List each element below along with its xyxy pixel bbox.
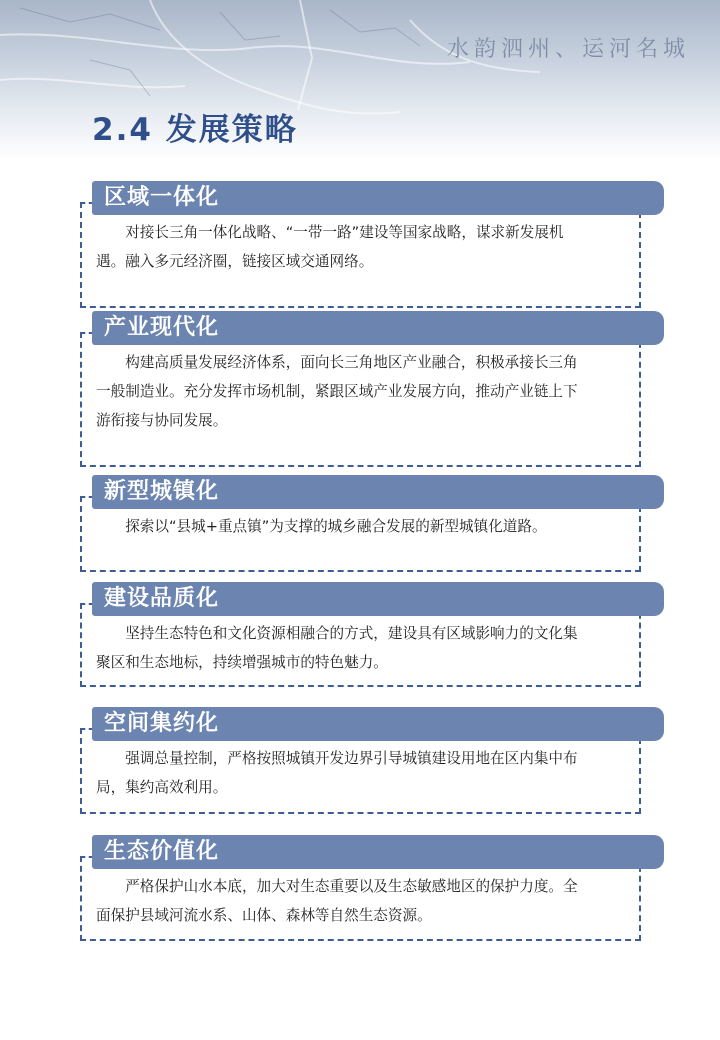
section-text: 对接长三角一体化战略、“一带一路”建设等国家战略，谋求新发展机 遇。融入多元经济圈，链接区域交通网络。 — [96, 224, 564, 270]
section-text: 探索以“县城+重点镇”为支撑的城乡融合发展的新型城镇化道路。 — [125, 518, 547, 535]
section-text: 坚持生态特色和文化资源相融合的方式，建设具有区域影响力的文化集 聚区和生态地标，持续增强城市的特色魅力。 — [96, 625, 578, 671]
section-title: 空间集约化 — [104, 711, 220, 736]
section-box — [80, 202, 641, 308]
section-header — [92, 835, 664, 869]
section-title: 产业现代化 — [104, 315, 220, 340]
section-text: 严格保护山水本底，加大对生态重要以及生态敏感地区的保护力度。全 面保护县域河流水系、山体、森林等自然生态资源。 — [96, 878, 578, 924]
section-title: 生态价值化 — [104, 839, 220, 864]
section-box — [80, 332, 641, 467]
section-title: 新型城镇化 — [104, 479, 220, 504]
section-text: 构建高质量发展经济体系，面向长三角地区产业融合，积极承接长三角 一般制造业。充分发挥市场机制，紧跟区域产业发展方向，推动产业链上下 游衔接与协同发展。 — [96, 354, 578, 429]
section-text: 强调总量控制，严格按照城镇开发边界引导城镇建设用地在区内集中布 局，集约高效利用。 — [96, 750, 578, 796]
section-header — [92, 475, 664, 509]
section-title: 区域一体化 — [104, 185, 220, 210]
section-title: 建设品质化 — [104, 586, 220, 611]
section-header — [92, 582, 664, 616]
header-slogan: 水韵泗州、运河名城 — [446, 37, 690, 62]
section-header — [92, 181, 664, 215]
section-header — [92, 707, 664, 741]
page-title: 2.4 发展策略 — [92, 112, 298, 148]
section-header — [92, 311, 664, 345]
